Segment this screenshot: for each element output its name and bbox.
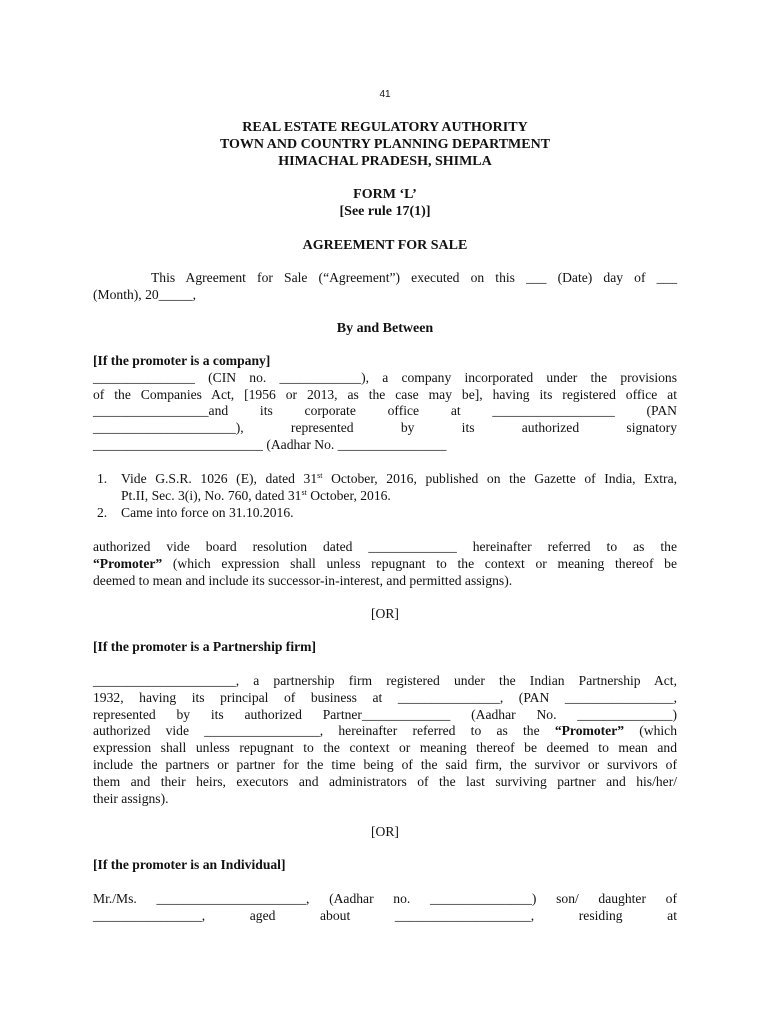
partnership-heading: [If the promoter is a Partnership firm] <box>93 639 316 654</box>
footnote-1-line-2: Pt.II, Sec. 3(i), No. 760, dated 31st October, 2016. <box>121 487 391 503</box>
company-cont-line-1: authorized vide board resolution dated _____________ hereinafter referred to as the <box>93 539 677 554</box>
intro-line-1: This Agreement for Sale (“Agreement”) executed on this ___ (Date) day of ___ <box>151 270 677 285</box>
location-title: HIMACHAL PRADESH, SHIMLA <box>278 154 492 169</box>
partnership-line-2: 1932, having its principal of business at _______________, (PAN ________________, <box>93 689 677 705</box>
authority-title: REAL ESTATE REGULATORY AUTHORITY <box>242 120 528 135</box>
department-title: TOWN AND COUNTRY PLANNING DEPARTMENT <box>219 137 551 152</box>
company-continuation <box>93 539 677 589</box>
company-line-4: _____________________), represented by its authorized signatory <box>93 420 677 436</box>
or-separator-2: [OR] <box>371 824 399 839</box>
partnership-section <box>93 673 677 807</box>
footnote-2-number: 2. <box>97 505 108 520</box>
rule-reference: [See rule 17(1)] <box>339 204 431 219</box>
partnership-line-7: them and their heirs, executors and administrators of the last surviving partner and his/her/ <box>93 773 677 789</box>
form-label: FORM ‘L’ <box>353 187 417 202</box>
partnership-line-1: _____________________, a partnership firm registered under the Indian Partnership Act, <box>93 673 677 688</box>
agreement-title: AGREEMENT FOR SALE <box>302 238 468 253</box>
individual-section <box>93 891 677 925</box>
or-separator-1: [OR] <box>371 606 399 621</box>
partnership-line-3: represented by its authorized Partner_____________ (Aadhar No. ______________) <box>93 706 677 722</box>
intro-paragraph <box>93 270 677 304</box>
individual-heading: [If the promoter is an Individual] <box>93 857 286 872</box>
partnership-line-5: expression shall unless repugnant to the context or meaning thereof be deemed to mean and <box>93 740 677 756</box>
individual-line-1: Mr./Ms. ______________________, (Aadhar no. _______________) son/ daughter of <box>93 891 677 906</box>
footnote-2 <box>93 505 677 522</box>
footnote-1-line-1: Vide G.S.R. 1026 (E), dated 31st October, 2016, published on the Gazette of India, Extra, <box>121 471 677 486</box>
company-cont-line-3: deemed to mean and include its successor-in-interest, and permitted assigns). <box>93 572 513 588</box>
individual-line-2: ________________, aged about ____________________, residing at <box>93 907 677 923</box>
partnership-line-8: their assigns). <box>93 790 169 806</box>
company-section <box>93 353 677 454</box>
footnote-1 <box>93 471 677 505</box>
company-heading: [If the promoter is a company] <box>93 353 271 368</box>
company-line-1: _______________ (CIN no. ____________), a company incorporated under the provisions <box>93 369 677 385</box>
footnote-2-text: Came into force on 31.10.2016. <box>121 505 294 520</box>
intro-line-2: (Month), 20_____, <box>93 286 197 302</box>
partnership-line-4: authorized vide _________________, hereinafter referred to as the “Promoter” (which <box>93 723 677 739</box>
partnership-line-6: include the partners or partner for the time being of the said firm, the survivor or survivors of <box>93 756 677 772</box>
company-line-2: of the Companies Act, [1956 or 2013, as the case may be], having its registered office at <box>93 386 677 402</box>
page-number: 41 <box>379 89 391 100</box>
company-cont-line-2: “Promoter” (which expression shall unless repugnant to the context or meaning thereof be <box>93 555 677 571</box>
by-and-between: By and Between <box>336 321 434 336</box>
company-line-3: _________________and its corporate office at __________________ (PAN <box>93 403 677 419</box>
footnote-1-number: 1. <box>97 471 108 486</box>
company-line-5: _________________________ (Aadhar No. ________________ <box>93 436 447 452</box>
